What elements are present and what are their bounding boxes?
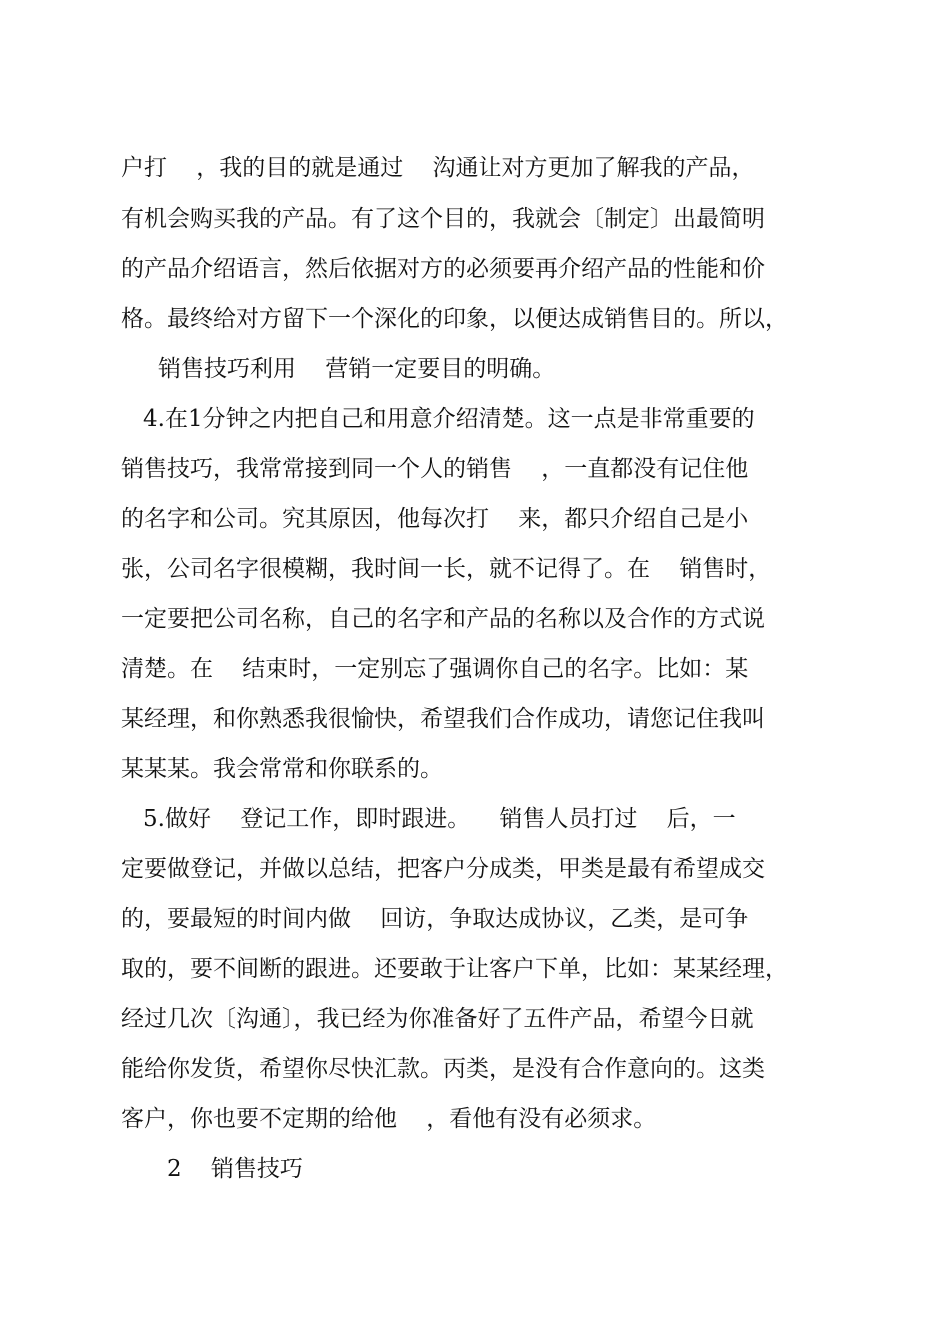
- paragraph-4-start: 4.在1分钟之内把自己和用意介绍清楚。这一点是非常重要的: [143, 406, 755, 432]
- text-line-5: 销售技巧利用 营销一定要目的明确。: [158, 356, 556, 382]
- text-line-13: 某某某。我会常常和你联系的。: [121, 756, 443, 782]
- text-line-16: 的，要最短的时间内做 回访，争取达成协议，乙类，是可争: [121, 906, 749, 932]
- text-line-7: 销售技巧，我常常接到同一个人的销售 ，一直都没有记住他: [121, 456, 749, 482]
- text-line-4: 格。最终给对方留下一个深化的印象，以便达成销售目的。所以，: [121, 306, 788, 332]
- text-line-8: 的名字和公司。究其原因，他每次打 来，都只介绍自己是小: [121, 506, 749, 532]
- text-line-15: 定要做登记，并做以总结，把客户分成类，甲类是最有希望成交: [121, 856, 765, 882]
- text-line-12: 某经理，和你熟悉我很愉快，希望我们合作成功，请您记住我叫: [121, 706, 765, 732]
- text-line-2: 有机会购买我的产品。有了这个目的，我就会〔制定〕出最简明: [121, 206, 765, 232]
- text-line-19: 能给你发货，希望你尽快汇款。丙类，是没有合作意向的。这类: [121, 1056, 765, 1082]
- text-line-20: 客户，你也要不定期的给他 ，看他有没有必须求。: [121, 1106, 657, 1132]
- section-heading: 2 销售技巧: [167, 1156, 303, 1182]
- text-line-10: 一定要把公司名称，自己的名字和产品的名称以及合作的方式说: [121, 606, 765, 632]
- text-line-9: 张，公司名字很模糊，我时间一长，就不记得了。在 销售时，: [121, 556, 772, 582]
- text-line-11: 清楚。在 结束时，一定别忘了强调你自己的名字。比如：某: [121, 656, 749, 682]
- paragraph-5-start: 5.做好 登记工作，即时跟进。 销售人员打过 后，一: [143, 806, 736, 832]
- text-line-1: 户打 ，我的目的就是通过 沟通让对方更加了解我的产品，: [121, 155, 755, 181]
- text-line-3: 的产品介绍语言，然后依据对方的必须要再介绍产品的性能和价: [121, 256, 765, 282]
- text-line-18: 经过几次〔沟通〕，我已经为你准备好了五件产品，希望今日就: [121, 1006, 754, 1032]
- text-line-17: 取的，要不间断的跟进。还要敢于让客户下单，比如：某某经理，: [121, 956, 788, 982]
